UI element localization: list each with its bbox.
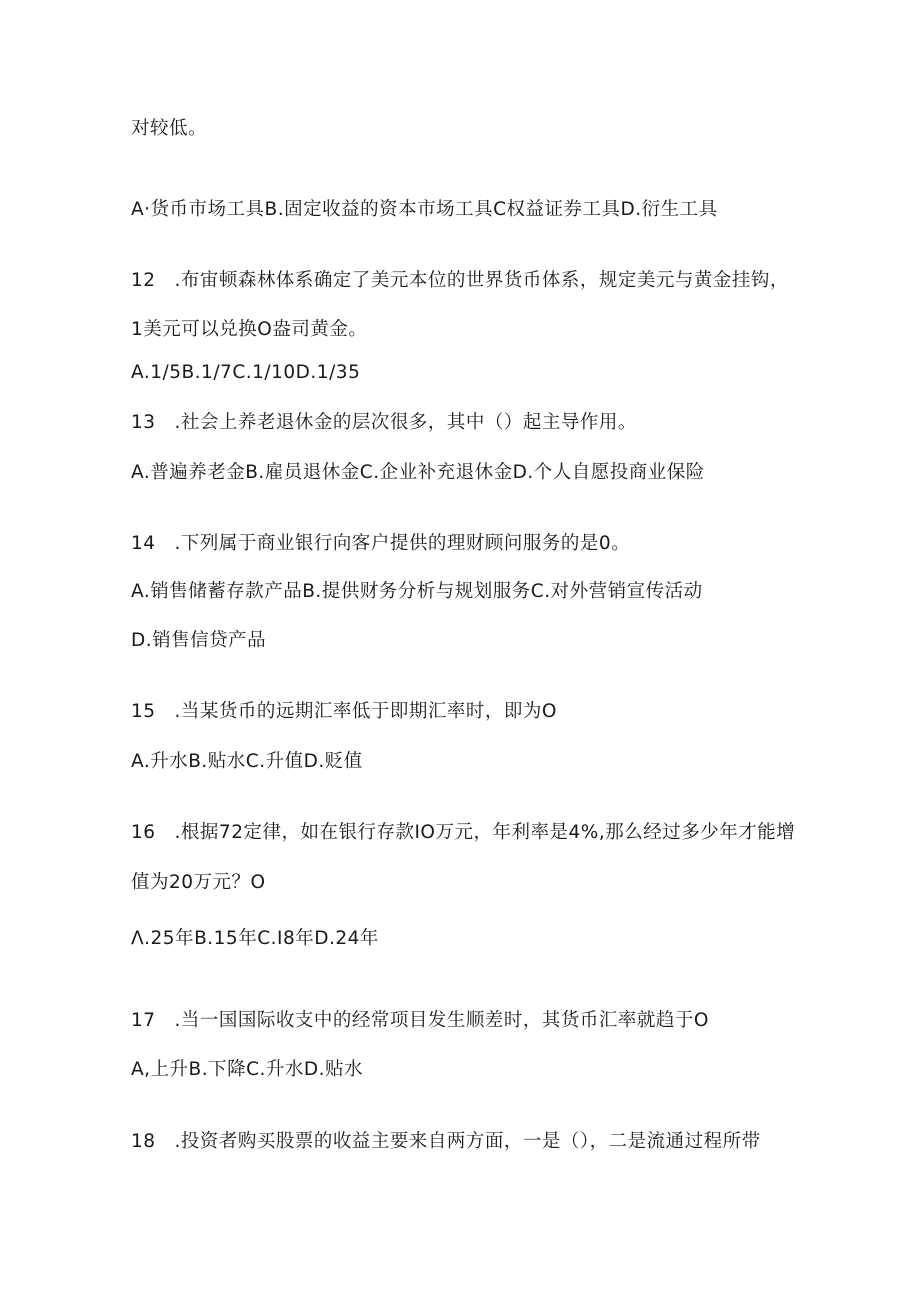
question-16-stem: 16 .根据72定律，如在银行存款IO万元，年利率是4%,那么经过多少年才能增: [131, 822, 796, 843]
question-17-stem: 17 .当一国国际收支中的经常项目发生顺差时，其货币汇率就趋于O: [131, 1010, 709, 1031]
question-16-stem-cont: 值为20万元？O: [131, 872, 266, 893]
question-14-options-b: D.销售信贷产品: [131, 630, 267, 651]
question-15-options: A.升水B.贴水C.升值D.贬值: [131, 751, 363, 772]
question-12-stem-cont: 1美元可以兑换O盎司黄金。: [131, 319, 368, 340]
question-14-options-a: A.销售储蓄存款产品B.提供财务分析与规划服务C.对外营销宣传活动: [131, 581, 703, 602]
question-13-stem: 13 .社会上养老退休金的层次很多，其中（）起主导作用。: [131, 412, 637, 433]
continuation-text: 对较低。: [131, 118, 208, 139]
question-14-stem: 14 .下列属于商业银行向客户提供的理财顾问服务的是0。: [131, 533, 631, 554]
question-12-stem: 12 .布宙顿森林体系确定了美元本位的世界货币体系，规定美元与黄金挂钩，: [131, 270, 789, 291]
question-15-stem: 15 .当某货币的远期汇率低于即期汇率时，即为O: [131, 701, 557, 722]
question-11-options: A·货币市场工具B.固定收益的资本市场工具C权益证券工具D.衍生工具: [131, 199, 718, 220]
question-16-options: Λ.25年B.15年C.I8年D.24年: [131, 928, 379, 949]
question-12-options: A.1/5B.1/7C.1/10D.1/35: [131, 362, 361, 383]
question-18-stem: 18 .投资者购买股票的收益主要来自两方面，一是（），二是流通过程所带: [131, 1131, 761, 1152]
question-13-options: A.普遍养老金B.雇员退休金C.企业补充退休金D.个人自愿投商业保险: [131, 462, 705, 483]
question-17-options: A,上升B.下降C.升水D.贴水: [131, 1059, 364, 1080]
